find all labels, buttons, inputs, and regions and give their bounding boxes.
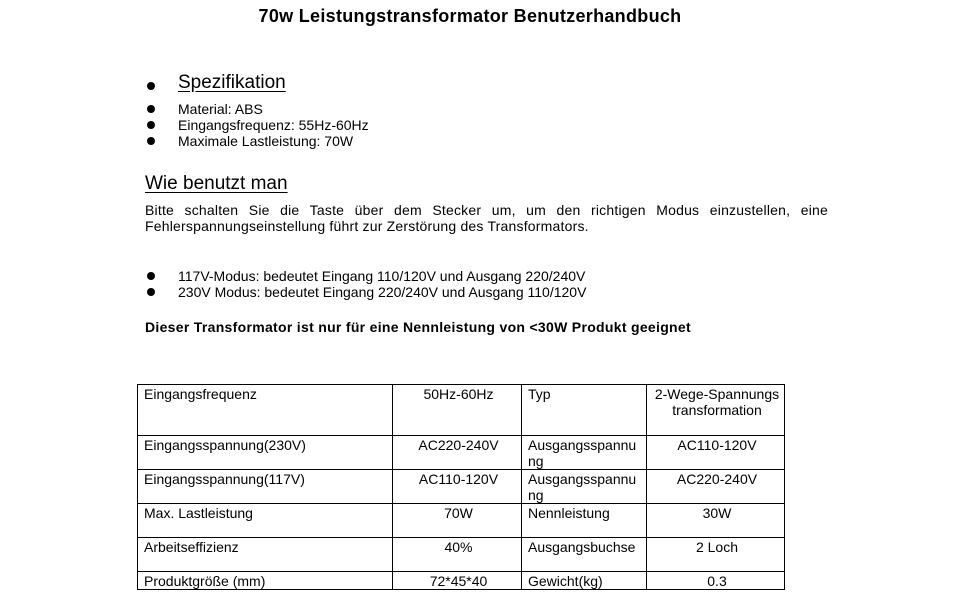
table-cell: 0.3: [647, 572, 785, 590]
spec-item: Maximale Lastleistung: 70W: [145, 133, 369, 149]
spec-item: Material: ABS: [145, 101, 369, 117]
table-cell: Nennleistung: [522, 504, 647, 538]
table-cell: Produktgröße (mm): [138, 572, 393, 590]
mode-list: [145, 268, 586, 300]
table-row: [138, 572, 785, 590]
table-cell: AC110-120V: [393, 470, 522, 504]
table-cell: Ausgangsspannung: [522, 470, 647, 504]
table-row: [138, 470, 785, 504]
page-title: 70w Leistungstransformator Benutzerhandbuch: [258, 6, 682, 26]
spec-table: [137, 384, 785, 590]
table-cell: AC220-240V: [647, 470, 785, 504]
table-cell: Arbeitseffizienz: [138, 538, 393, 572]
table-cell: Eingangsspannung(230V): [138, 436, 393, 470]
table-cell: Ausgangsspannung: [522, 436, 647, 470]
mode-item: 117V-Modus: bedeutet Eingang 110/120V und Ausgang 220/240V: [145, 268, 586, 284]
table-cell: Typ: [522, 385, 647, 436]
table-row: [138, 436, 785, 470]
table-row: [138, 538, 785, 572]
table-cell: 50Hz-60Hz: [393, 385, 522, 436]
table-cell: 70W: [393, 504, 522, 538]
table-cell: AC110-120V: [647, 436, 785, 470]
table-cell: Eingangsspannung(117V): [138, 470, 393, 504]
table-row: [138, 504, 785, 538]
usage-heading: Wie benutzt man: [145, 173, 288, 194]
spec-item: Eingangsfrequenz: 55Hz-60Hz: [145, 117, 369, 133]
table-cell: Max. Lastleistung: [138, 504, 393, 538]
table-cell: Gewicht(kg): [522, 572, 647, 590]
table-cell: 40%: [393, 538, 522, 572]
table-row: [138, 385, 785, 436]
warning-note: Dieser Transformator ist nur für eine Nennleistung von <30W Produkt geeignet: [145, 319, 691, 335]
table-cell: 2 Loch: [647, 538, 785, 572]
spec-list: [145, 101, 369, 149]
table-cell: Ausgangsbuchse: [522, 538, 647, 572]
table-cell: 2-Wege-Spannungstransformation: [647, 385, 785, 436]
spec-heading: Spezifikation: [178, 72, 286, 93]
table-cell: 72*45*40: [393, 572, 522, 590]
mode-item: 230V Modus: bedeutet Eingang 220/240V und Ausgang 110/120V: [145, 284, 586, 300]
usage-paragraph: Bitte schalten Sie die Taste über dem Stecker um, um den richtigen Modus einzustellen, eine Fehlerspannungseinstellung führt zur Zerstörung des Transformators.: [145, 202, 828, 234]
table-cell: 30W: [647, 504, 785, 538]
table-cell: Eingangsfrequenz: [138, 385, 393, 436]
table-cell: AC220-240V: [393, 436, 522, 470]
bullet-icon: [147, 82, 155, 90]
